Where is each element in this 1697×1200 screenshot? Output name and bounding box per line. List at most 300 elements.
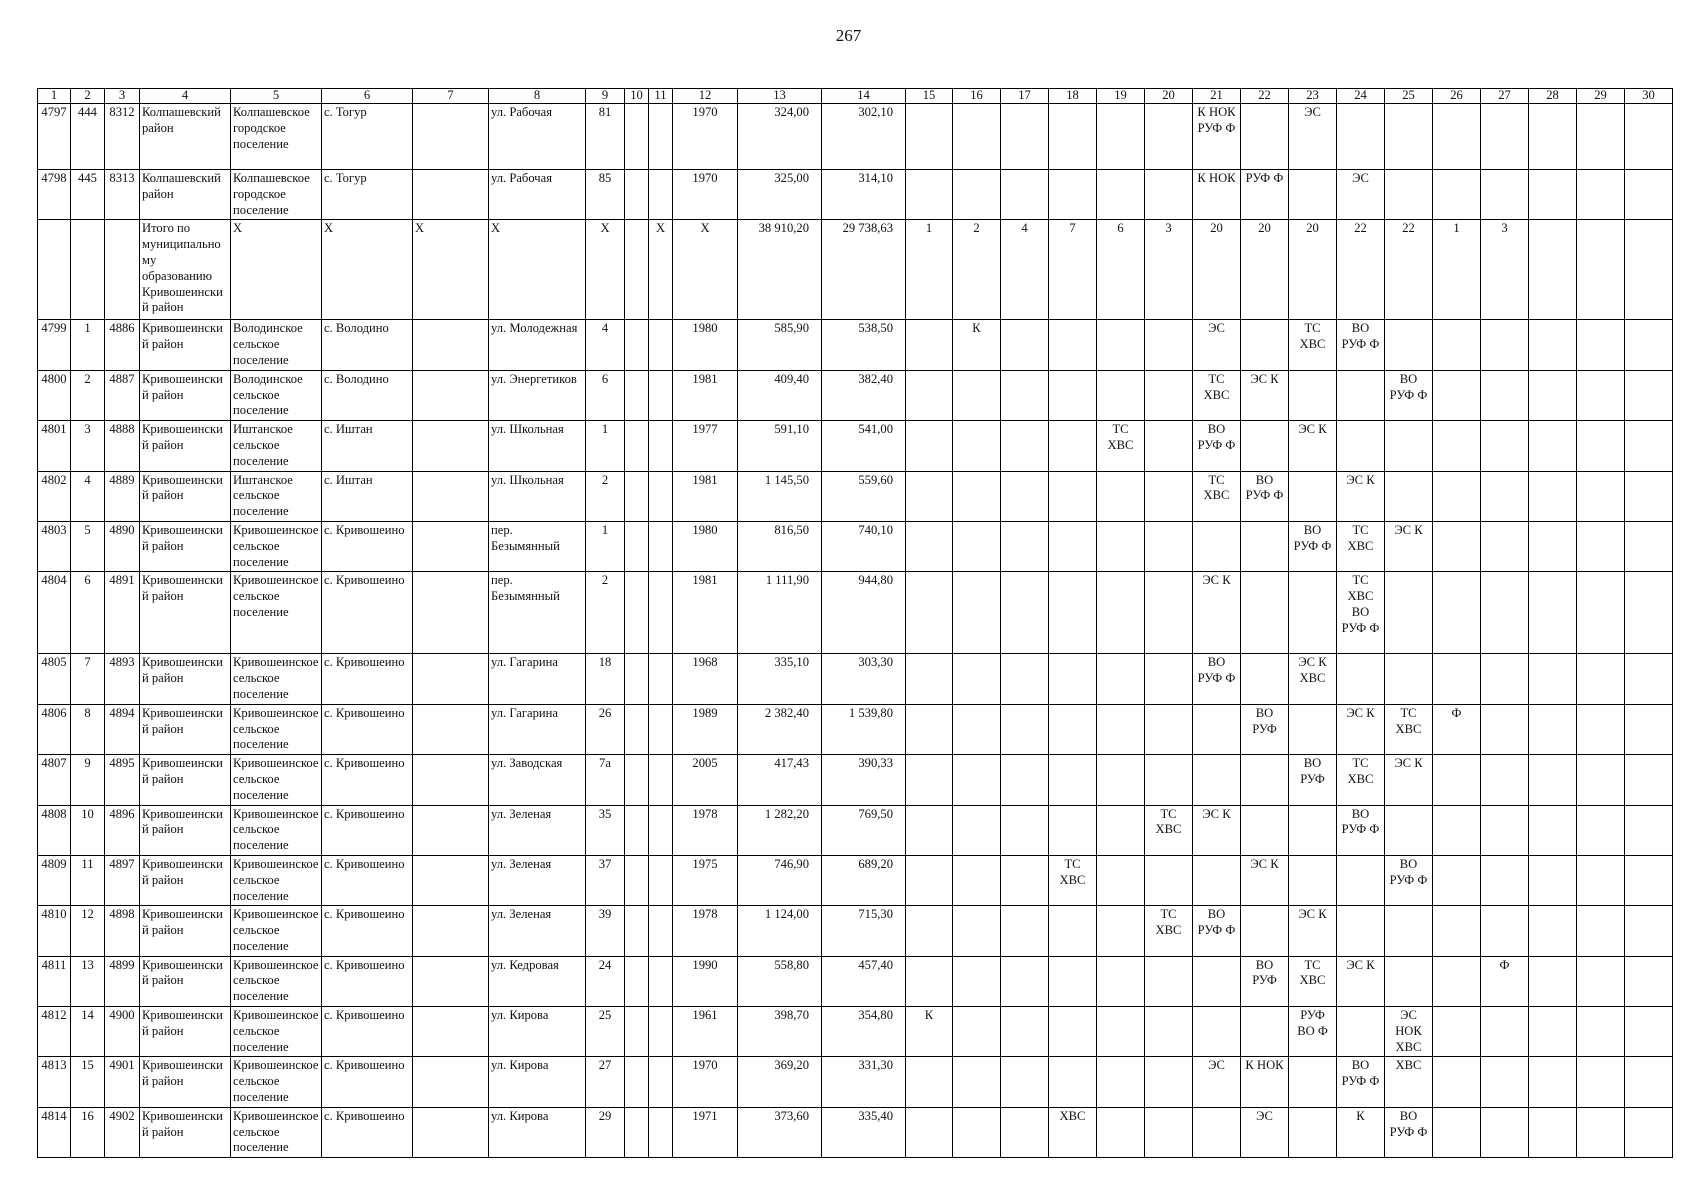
column-number: 10 [625,89,649,104]
table-cell [1529,855,1577,905]
table-cell [413,654,489,704]
table-row [38,521,1673,571]
table-cell: 559,60 [822,471,906,521]
table-cell [1625,320,1673,370]
table-cell [1001,370,1049,420]
table-cell [649,755,673,805]
table-cell: ул. Кирова [489,1107,586,1157]
table-cell [649,1007,673,1057]
column-number: 23 [1289,89,1337,104]
table-cell: 4900 [105,1007,140,1057]
table-cell: 22 [1385,220,1433,320]
table-cell [1529,755,1577,805]
table-cell: 1 [71,320,105,370]
table-cell: РУФ ВО Ф [1289,1007,1337,1057]
table-cell: 4890 [105,521,140,571]
table-cell [906,855,953,905]
table-cell: 1989 [673,704,738,754]
table-cell [625,805,649,855]
table-cell: ВО РУФ Ф [1385,370,1433,420]
table-cell [906,704,953,754]
column-number: 9 [586,89,625,104]
table-cell: с. Кривошеино [322,906,413,956]
table-cell [413,1057,489,1107]
table-cell: ЭС [1289,104,1337,170]
table-cell: 1 539,80 [822,704,906,754]
column-number: 1 [38,89,71,104]
table-cell: 4898 [105,906,140,956]
table-cell [1145,320,1193,370]
table-cell: Х [586,220,625,320]
table-cell [413,471,489,521]
table-cell [1001,471,1049,521]
table-cell: Кривошеинский район [140,654,231,704]
table-cell: 2 [71,370,105,420]
table-cell [413,755,489,805]
table-cell [1433,104,1481,170]
table-cell [1625,220,1673,320]
table-cell: 445 [71,170,105,220]
table-cell: ВО РУФ [1241,704,1289,754]
table-cell: 10 [71,805,105,855]
table-cell [1529,956,1577,1006]
table-row [38,320,1673,370]
table-cell: ТС ХВС [1097,421,1145,471]
table-cell [1385,104,1433,170]
table-cell: К НОК [1193,170,1241,220]
table-cell [1145,521,1193,571]
table-cell [1433,906,1481,956]
column-number: 18 [1049,89,1097,104]
table-cell [1529,220,1577,320]
table-cell: 1981 [673,370,738,420]
table-cell [906,654,953,704]
table-cell: 7 [1049,220,1097,320]
table-cell: 335,40 [822,1107,906,1157]
table-cell: 4810 [38,906,71,956]
table-cell [1577,1107,1625,1157]
table-cell: 35 [586,805,625,855]
table-cell [1529,104,1577,170]
table-cell [413,1007,489,1057]
table-cell [1337,1007,1385,1057]
table-cell [413,521,489,571]
table-cell [1577,1007,1625,1057]
table-cell [625,1007,649,1057]
table-cell: 3 [1145,220,1193,320]
table-cell: 25 [586,1007,625,1057]
table-cell [649,805,673,855]
table-cell: Колпашевское городское поселение [231,170,322,220]
table-cell [1049,370,1097,420]
table-cell [1577,855,1625,905]
table-cell: 354,80 [822,1007,906,1057]
table-cell: 398,70 [738,1007,822,1057]
table-cell [1481,855,1529,905]
table-cell: 740,10 [822,521,906,571]
table-cell [1529,805,1577,855]
table-cell [1145,370,1193,420]
table-cell [1481,370,1529,420]
table-cell [649,572,673,654]
table-cell [1337,421,1385,471]
table-cell [1481,170,1529,220]
column-number: 25 [1385,89,1433,104]
table-cell [1625,906,1673,956]
table-cell: 2 [586,471,625,521]
table-cell: 14 [71,1007,105,1057]
table-cell: 1961 [673,1007,738,1057]
table-cell: 4799 [38,320,71,370]
table-cell [1097,471,1145,521]
column-number: 15 [906,89,953,104]
table-cell: 541,00 [822,421,906,471]
table-cell: Х [322,220,413,320]
table-cell [1001,956,1049,1006]
table-cell: 85 [586,170,625,220]
table-cell [649,654,673,704]
table-cell: ул. Кирова [489,1057,586,1107]
column-number-row [38,89,1673,104]
table-cell [1433,956,1481,1006]
table-cell [1193,704,1241,754]
table-cell: с. Кривошеино [322,1007,413,1057]
table-cell [953,370,1001,420]
table-cell [1481,704,1529,754]
table-cell: Х [649,220,673,320]
table-cell [625,654,649,704]
table-cell: ЭС К [1241,370,1289,420]
column-number: 6 [322,89,413,104]
table-cell: 457,40 [822,956,906,1006]
table-cell: с. Кривошеино [322,572,413,654]
table-cell [1193,1107,1241,1157]
table-cell [1097,906,1145,956]
table-cell [953,906,1001,956]
table-cell: 27 [586,1057,625,1107]
table-cell [1049,1057,1097,1107]
table-cell: 4889 [105,471,140,521]
table-cell [1577,572,1625,654]
table-cell [413,170,489,220]
housing-register-table [37,88,1673,1158]
table-cell [1577,170,1625,220]
table-cell [953,654,1001,704]
table-cell [1385,572,1433,654]
table-cell: 1970 [673,170,738,220]
table-cell [1577,521,1625,571]
table-cell [1097,572,1145,654]
table-cell [625,170,649,220]
table-cell [1577,654,1625,704]
table-cell [649,521,673,571]
table-cell: 4902 [105,1107,140,1157]
table-row [38,370,1673,420]
table-cell [906,104,953,170]
table-cell: ТС ХВС [1145,906,1193,956]
table-cell: 12 [71,906,105,956]
table-cell [1289,370,1337,420]
table-cell [1049,704,1097,754]
table-cell [413,421,489,471]
table-cell: 13 [71,956,105,1006]
table-cell [625,421,649,471]
table-cell [1193,755,1241,805]
table-cell [1385,906,1433,956]
column-number: 20 [1145,89,1193,104]
table-cell: 1 111,90 [738,572,822,654]
table-cell: Кривошеинское сельское поселение [231,1107,322,1157]
table-cell [1289,471,1337,521]
table-cell: ЭС НОК ХВС [1385,1007,1433,1057]
table-cell: 4896 [105,805,140,855]
table-cell [1193,855,1241,905]
table-cell [649,370,673,420]
table-cell [1145,855,1193,905]
table-cell: 6 [1097,220,1145,320]
column-number: 14 [822,89,906,104]
table-cell: 15 [71,1057,105,1107]
table-cell: ЭС К ХВС [1289,654,1337,704]
table-cell: ул. Рабочая [489,104,586,170]
table-cell [1001,320,1049,370]
table-cell: 4814 [38,1107,71,1157]
column-number: 17 [1001,89,1049,104]
table-cell [1097,855,1145,905]
table-cell [1433,370,1481,420]
table-cell [413,1107,489,1157]
table-cell: 538,50 [822,320,906,370]
table-cell [1529,471,1577,521]
table-cell [649,471,673,521]
table-cell [1625,704,1673,754]
table-row [38,704,1673,754]
table-cell: ЭС К [1337,471,1385,521]
table-cell [1049,421,1097,471]
table-cell [38,220,71,320]
table-cell [1481,805,1529,855]
table-cell: 1978 [673,805,738,855]
table-cell [1577,320,1625,370]
table-cell: 382,40 [822,370,906,420]
table-cell [1001,805,1049,855]
table-cell [1337,654,1385,704]
table-row [38,471,1673,521]
table-cell [1337,906,1385,956]
table-cell: пер. Безымянный [489,521,586,571]
table-cell: ул. Энергетиков [489,370,586,420]
table-cell [1097,104,1145,170]
table-cell: 390,33 [822,755,906,805]
table-cell: 769,50 [822,805,906,855]
table-cell [1145,1007,1193,1057]
table-cell [1241,421,1289,471]
table-cell: 6 [71,572,105,654]
table-cell [906,906,953,956]
table-cell [1289,805,1337,855]
table-cell: 24 [586,956,625,1006]
table-cell: 4800 [38,370,71,420]
table-cell: Кривошеинское сельское поселение [231,1057,322,1107]
table-cell: ВО РУФ Ф [1337,805,1385,855]
table-cell [1625,370,1673,420]
table-cell [906,421,953,471]
table-cell [1241,755,1289,805]
table-cell: 4801 [38,421,71,471]
table-cell: Кривошеинское сельское поселение [231,654,322,704]
table-cell [953,170,1001,220]
table-cell: 1990 [673,956,738,1006]
table-cell [1529,1107,1577,1157]
table-cell: Кривошеинский район [140,755,231,805]
table-cell [1145,1057,1193,1107]
table-cell [413,572,489,654]
table-cell: с. Тогур [322,170,413,220]
column-number: 12 [673,89,738,104]
table-cell: Кривошеинский район [140,956,231,1006]
table-cell: Кривошеинское сельское поселение [231,956,322,1006]
table-cell [1529,170,1577,220]
table-row [38,1057,1673,1107]
table-cell: ВО РУФ Ф [1193,421,1241,471]
table-cell [649,906,673,956]
table-cell [953,755,1001,805]
table-cell: Кривошеинский район [140,521,231,571]
column-number: 24 [1337,89,1385,104]
table-cell: 746,90 [738,855,822,905]
table-cell [1625,572,1673,654]
table-cell: 314,10 [822,170,906,220]
table-cell: 331,30 [822,1057,906,1107]
table-cell: 4813 [38,1057,71,1107]
table-cell: 1978 [673,906,738,956]
table-cell: 4812 [38,1007,71,1057]
table-cell: с. Кривошеино [322,956,413,1006]
table-cell: 7а [586,755,625,805]
table-cell: 1 124,00 [738,906,822,956]
table-cell [1433,755,1481,805]
table-cell [1097,1107,1145,1157]
table-cell [1529,370,1577,420]
table-cell [906,1107,953,1157]
table-cell [1481,471,1529,521]
table-cell: 409,40 [738,370,822,420]
table-cell: ТС ХВС [1193,471,1241,521]
table-cell [1097,704,1145,754]
column-number: 29 [1577,89,1625,104]
table-cell [1529,521,1577,571]
table-cell [649,1057,673,1107]
table-cell [625,320,649,370]
table-cell: 1 145,50 [738,471,822,521]
table-cell: 4798 [38,170,71,220]
table-cell: Кривошеинский район [140,704,231,754]
table-cell [1625,1107,1673,1157]
table-cell: 4808 [38,805,71,855]
table-cell: 1970 [673,1057,738,1107]
table-cell: К [906,1007,953,1057]
table-cell [1193,956,1241,1006]
table-cell: ВО РУФ Ф [1337,320,1385,370]
table-cell [953,1007,1001,1057]
table-cell: Кривошеинский район [140,1007,231,1057]
table-cell [1337,104,1385,170]
table-cell [1001,1107,1049,1157]
table-cell: 1981 [673,572,738,654]
table-row [38,805,1673,855]
table-cell: 4887 [105,370,140,420]
table-cell [1529,572,1577,654]
table-cell: 26 [586,704,625,754]
table-cell [1577,906,1625,956]
table-cell: 1970 [673,104,738,170]
table-cell: ТС ХВС [1193,370,1241,420]
table-cell: Кривошеинское сельское поселение [231,572,322,654]
table-cell: 4899 [105,956,140,1006]
table-row [38,906,1673,956]
table-cell [1289,170,1337,220]
table-cell: ТС ХВС ВО РУФ Ф [1337,572,1385,654]
table-cell: 303,30 [822,654,906,704]
table-cell: 4897 [105,855,140,905]
table-cell: Кривошеинское сельское поселение [231,855,322,905]
table-cell [1193,1007,1241,1057]
table-cell [906,572,953,654]
table-cell [1049,805,1097,855]
table-cell [1241,521,1289,571]
table-cell [1049,1007,1097,1057]
table-cell: ЭС [1193,1057,1241,1107]
table-cell [1049,906,1097,956]
table-cell: ВО РУФ Ф [1193,906,1241,956]
table-cell: 8312 [105,104,140,170]
table-cell [1529,654,1577,704]
table-cell [649,320,673,370]
table-cell [953,471,1001,521]
table-cell: 4 [586,320,625,370]
table-cell: 16 [71,1107,105,1157]
table-cell [1193,521,1241,571]
table-cell [1433,1057,1481,1107]
table-cell [1385,320,1433,370]
table-cell [906,805,953,855]
table-cell: ТС ХВС [1385,704,1433,754]
column-number: 13 [738,89,822,104]
table-cell [1481,521,1529,571]
table-cell [1145,956,1193,1006]
table-cell [1049,521,1097,571]
table-row [38,755,1673,805]
table-cell: 4803 [38,521,71,571]
table-cell: Х [489,220,586,320]
table-cell [1385,956,1433,1006]
table-cell: К НОК [1241,1057,1289,1107]
table-cell [953,421,1001,471]
table-cell: ЭС [1241,1107,1289,1157]
table-cell [413,805,489,855]
table-cell: ЭС [1337,170,1385,220]
table-cell: 715,30 [822,906,906,956]
table-cell: ул. Гагарина [489,654,586,704]
table-cell: 4893 [105,654,140,704]
table-cell [1385,471,1433,521]
table-cell [1433,855,1481,905]
table-cell [413,320,489,370]
table-cell [1529,704,1577,754]
table-cell: ул. Зеленая [489,805,586,855]
table-cell [1049,755,1097,805]
table-cell [1577,370,1625,420]
